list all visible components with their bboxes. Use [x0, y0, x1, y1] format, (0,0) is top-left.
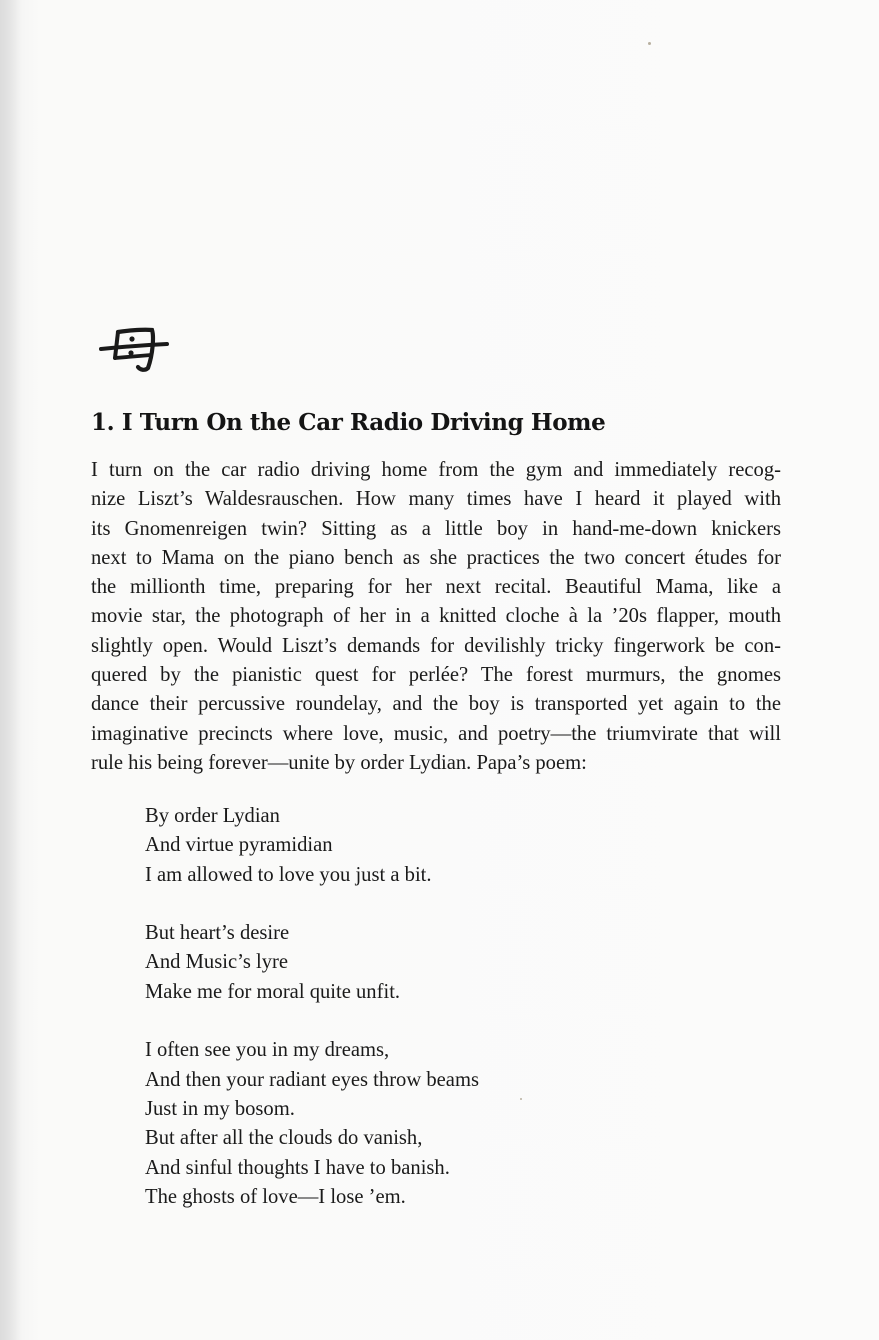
body-line: imaginative precincts where love, music, and poetry—the triumvirate that will	[91, 722, 781, 745]
poem	[145, 802, 645, 1212]
poem-line: The ghosts of love—I lose ’em.	[145, 1185, 406, 1208]
body-line: slightly open. Would Liszt’s demands for devilishly tricky fingerwork be con-	[91, 634, 781, 657]
poem-stanza	[145, 1036, 645, 1212]
chinese-character-glyph-icon	[98, 326, 170, 374]
page-gutter	[0, 0, 22, 1340]
poem-line: And then your radiant eyes throw beams	[145, 1068, 479, 1091]
body-line: dance their percussive roundelay, and the boy is transported yet again to the	[91, 693, 781, 716]
poem-line: And virtue pyramidian	[145, 834, 333, 857]
body-line: I turn on the car radio driving home from the gym and immediately recog-	[91, 459, 781, 481]
chapter-title: 1. I Turn On the Car Radio Driving Home	[91, 409, 606, 436]
body-line: the millionth time, preparing for her next recital. Beautiful Mama, like a	[91, 576, 781, 599]
body-line: quered by the pianistic quest for perlée? The forest murmurs, the gnomes	[91, 664, 781, 687]
body-line: rule his being forever—unite by order Lydian. Papa’s poem:	[91, 751, 587, 774]
poem-stanza	[145, 919, 645, 1007]
poem-line: But heart’s desire	[145, 922, 290, 945]
poem-line: By order Lydian	[145, 805, 280, 827]
poem-stanza	[145, 802, 645, 890]
poem-line: Make me for moral quite unfit.	[145, 980, 401, 1003]
body-line: next to Mama on the piano bench as she practices the two concert études for	[91, 546, 781, 569]
body-paragraph	[91, 456, 781, 778]
body-line: movie star, the photograph of her in a knitted cloche à la ’20s flapper, mouth	[91, 605, 781, 628]
poem-line: I often see you in my dreams,	[145, 1039, 390, 1062]
body-line: its Gnomenreigen twin? Sitting as a little boy in hand-me-down knickers	[91, 517, 781, 540]
poem-line: Just in my bosom.	[145, 1097, 295, 1120]
paper-speck	[648, 42, 651, 45]
poem-line: I am allowed to love you just a bit.	[145, 863, 432, 886]
poem-line: But after all the clouds do vanish,	[145, 1127, 423, 1150]
poem-line: And sinful thoughts I have to banish.	[145, 1156, 450, 1179]
poem-line: And Music’s lyre	[145, 951, 288, 974]
body-line: nize Liszt’s Waldesrauschen. How many times have I heard it played with	[91, 488, 781, 511]
